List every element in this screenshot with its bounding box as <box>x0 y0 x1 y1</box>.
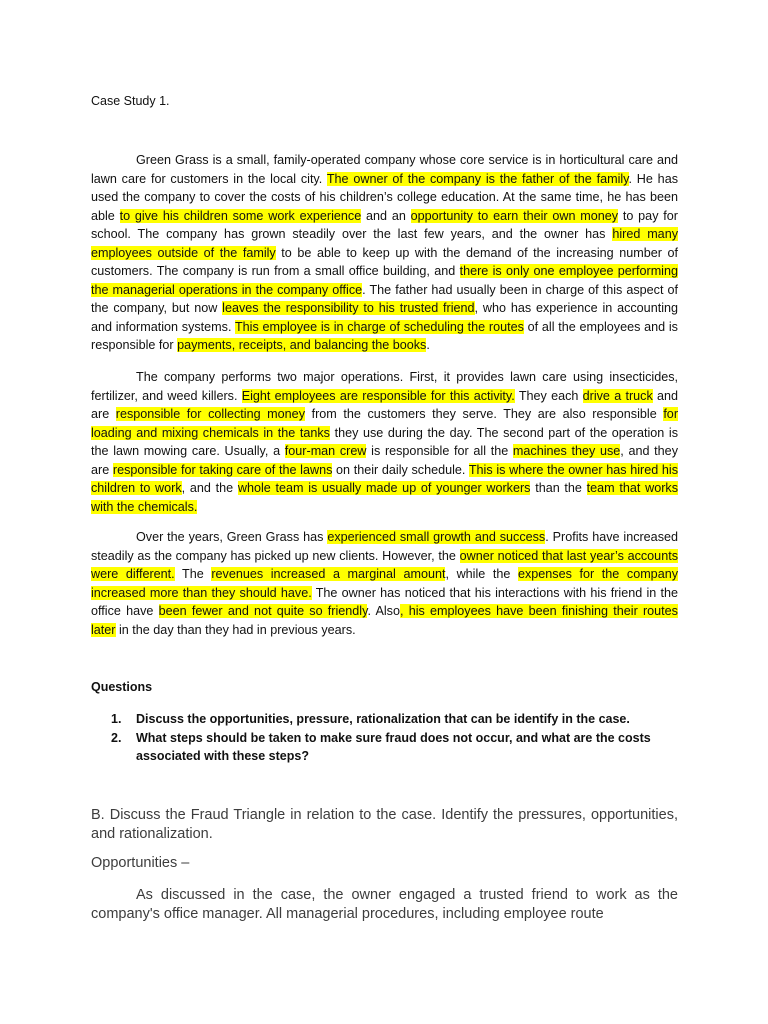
text-segment: from the customers they serve. They are also responsible <box>305 407 664 421</box>
question-item <box>91 729 678 766</box>
highlighted-text: opportunity to earn their own money <box>410 208 619 223</box>
highlighted-text: responsible for collecting money <box>115 407 305 421</box>
text-segment: and are <box>91 388 679 421</box>
highlighted-text: leaves the responsibility to his trusted friend <box>222 301 475 315</box>
text-segment: They each <box>514 388 583 403</box>
case-study-title: Case Study 1. <box>91 94 170 108</box>
text-segment: on their daily schedule. <box>332 462 469 477</box>
question-number: 1. <box>111 712 122 726</box>
case-paragraph-1 <box>91 151 678 355</box>
text-segment: to be able to keep up with the demand of the increasing number of customers. The company is run from a small office building, and <box>91 245 678 278</box>
highlighted-text: machines they use <box>512 444 621 458</box>
text-segment: , and they are <box>91 444 678 477</box>
highlighted-text: whole team is usually made up of younger workers <box>237 481 531 495</box>
highlighted-text: there is only one employee performing the managerial operations in the company office <box>91 264 678 297</box>
text-segment: Green Grass is a small, family-operated company whose core service is in horticultural care and lawn care for customers in the local city. <box>91 153 678 186</box>
highlighted-text: four-man crew <box>284 444 367 458</box>
text-segment: The <box>174 567 212 581</box>
question-number: 2. <box>111 730 122 745</box>
highlighted-text: drive a truck <box>582 388 653 403</box>
text-segment: , and the <box>181 481 238 495</box>
case-paragraph-3 <box>91 528 678 639</box>
text-segment: is responsible for all the <box>366 444 513 458</box>
question-text: What steps should be taken to make sure fraud does not occur, and what are the costs associated with these steps? <box>136 730 651 763</box>
highlighted-text: responsible for taking care of the lawns <box>112 462 333 477</box>
questions-heading: Questions <box>91 680 153 694</box>
text-segment: they use during the day. The second part of the operation is the lawn mowing care. Usually, a <box>91 425 678 458</box>
question-item <box>91 710 678 729</box>
highlighted-text: payments, receipts, and balancing the books <box>177 338 427 352</box>
highlighted-text: The owner of the company is the father of the family <box>326 171 629 186</box>
text-segment: . He has used the company to cover the costs of his children’s college education. At the same time, he has been able <box>91 171 678 223</box>
highlighted-text: hired many employees outside of the family <box>91 227 678 260</box>
highlighted-text: revenues increased a marginal amount <box>211 567 446 581</box>
text-segment: than the <box>530 481 587 495</box>
opportunities-paragraph: As discussed in the case, the owner engaged a trusted friend to work as the company's office manager. All managerial procedures, including employee route <box>91 887 678 922</box>
text-segment: . Profits have increased steadily as the company has picked up new clients. However, the <box>91 530 678 563</box>
questions-list <box>91 710 678 766</box>
question-text: Discuss the opportunities, pressure, rationalization that can be identify in the case. <box>136 712 630 726</box>
text-segment: . <box>426 338 430 352</box>
text-segment: , while the <box>445 567 518 581</box>
highlighted-text: been fewer and not quite so friendly <box>158 604 368 618</box>
text-segment: , who has experience in accounting and information systems. <box>91 301 678 334</box>
highlighted-text: owner noticed that last year’s accounts were different. <box>91 548 678 581</box>
highlighted-text: Eight employees are responsible for this activity. <box>241 388 515 403</box>
highlighted-text: team that works with the chemicals. <box>91 481 679 514</box>
text-segment: Over the years, Green Grass has <box>136 530 328 544</box>
text-segment: and an <box>361 208 411 223</box>
highlighted-text: This is where the owner has hired his children to work <box>91 462 678 495</box>
text-segment: . The father had usually been in charge of this aspect of the company, but now <box>91 282 678 315</box>
highlighted-text: expenses for the company increased more than they should have. <box>91 567 678 600</box>
highlighted-text: This employee is in charge of scheduling the routes <box>234 319 524 334</box>
text-segment: . Also <box>367 604 400 618</box>
text-segment: in the day than they had in previous years. <box>115 622 356 637</box>
text-segment: The owner has noticed that his interactions with his friend in the office have <box>91 585 678 618</box>
highlighted-text: experienced small growth and success <box>327 530 546 544</box>
text-segment: of all the employees and is responsible for <box>91 319 678 352</box>
text-segment: to pay for school. The company has grown steadily over the last few years, and the owner has <box>91 208 678 241</box>
opportunities-heading: Opportunities – <box>91 855 190 871</box>
highlighted-text: for loading and mixing chemicals in the tanks <box>91 407 679 440</box>
highlighted-text: to give his children some work experience <box>119 208 362 223</box>
section-b-prompt: B. Discuss the Fraud Triangle in relation to the case. Identify the pressures, opportunities, and rationalization. <box>91 807 678 842</box>
text-segment: The company performs two major operations. First, it provides lawn care using insecticides, fertilizer, and weed killers. <box>91 370 678 403</box>
case-paragraph-2 <box>91 368 678 516</box>
highlighted-text: , his employees have been finishing their routes later <box>91 604 678 637</box>
